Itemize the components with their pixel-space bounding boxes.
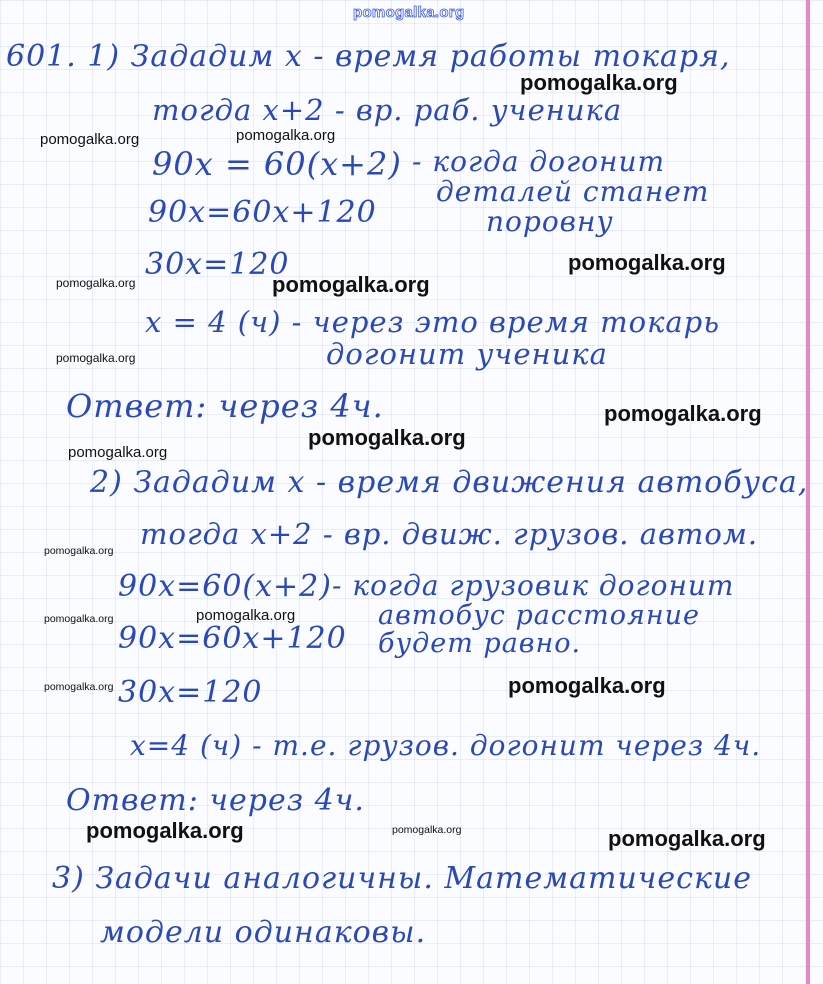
- answer-1: Ответ: через 4ч.: [66, 387, 384, 425]
- equation-3: 30x=120: [145, 247, 290, 282]
- part2-equation-1-note-3: будет равно.: [378, 628, 582, 659]
- watermark: pomogalka.org: [44, 613, 114, 625]
- part3-line-2: модели одинаковы.: [100, 915, 427, 950]
- watermark: pomogalka.org: [56, 276, 136, 290]
- watermark: pomogalka.org: [68, 444, 168, 461]
- part2-equation-1: 90x=60(x+2): [118, 569, 332, 604]
- site-logo[interactable]: pomogalka.org: [353, 4, 465, 21]
- watermark: pomogalka.org: [608, 826, 766, 851]
- equation-1: 90x = 60(x+2): [152, 145, 402, 183]
- watermark: pomogalka.org: [308, 425, 466, 450]
- watermark: pomogalka.org: [86, 818, 244, 843]
- watermark: pomogalka.org: [568, 250, 726, 275]
- watermark: pomogalka.org: [44, 681, 114, 693]
- equation-1-note-3: поровну: [486, 205, 614, 238]
- solution-line-1: 601. 1) Зададим x - время работы токаря,: [6, 39, 731, 74]
- watermark: pomogalka.org: [44, 545, 114, 557]
- part2-equation-1-note-2: автобус расстояние: [378, 600, 701, 631]
- watermark: pomogalka.org: [56, 351, 136, 365]
- watermark: pomogalka.org: [196, 607, 296, 624]
- equation-2: 90x=60x+120: [148, 195, 377, 230]
- solution-result: x = 4 (ч) - через это время токарь: [145, 305, 721, 339]
- equation-1-note: - когда догонит: [412, 145, 666, 178]
- watermark: pomogalka.org: [520, 70, 678, 95]
- equation-1-note-2: деталей станет: [436, 175, 710, 208]
- part2-equation-1-note: - когда грузовик догонит: [332, 569, 735, 602]
- part2-line-2: тогда x+2 - вр. движ. грузов. автом.: [140, 517, 759, 551]
- part2-result: x=4 (ч) - т.е. грузов. догонит через 4ч.: [130, 729, 762, 762]
- part3-line-1: 3) Задачи аналогичны. Математические: [52, 861, 752, 896]
- solution-result-cont: догонит ученика: [326, 337, 608, 371]
- watermark: pomogalka.org: [604, 401, 762, 426]
- watermark: pomogalka.org: [272, 272, 430, 297]
- part2-line-1: 2) Зададим x - время движения автобуса,: [90, 465, 809, 500]
- watermark: pomogalka.org: [40, 131, 140, 148]
- watermark: pomogalka.org: [392, 824, 462, 836]
- watermark: pomogalka.org: [236, 127, 336, 144]
- watermark: pomogalka.org: [508, 673, 666, 698]
- answer-2: Ответ: через 4ч.: [66, 783, 365, 818]
- solution-line-2: тогда x+2 - вр. раб. ученика: [152, 93, 623, 127]
- part2-equation-2: 90x=60x+120: [118, 621, 347, 656]
- part2-equation-3: 30x=120: [118, 675, 263, 710]
